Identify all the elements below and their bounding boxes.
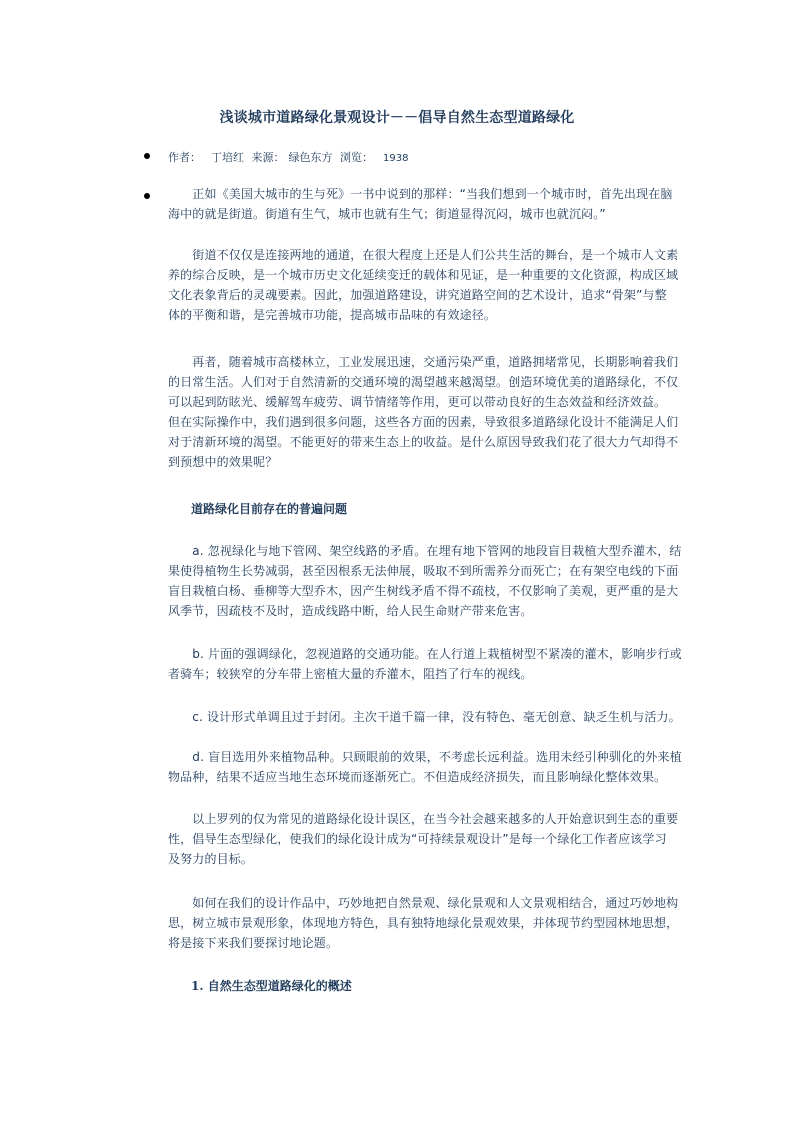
article-title: 浅谈城市道路绿化景观设计－－倡导自然生态型道路绿化 <box>219 110 575 126</box>
text-line: 但在实际操作中，我们遇到很多问题，这些各方面的因素，导致很多道路绿化设计不能满足人们 <box>168 415 679 429</box>
text-line: 到预想中的效果呢？ <box>168 455 278 469</box>
text-line: 的日常生活。人们对于自然清新的交通环境的渴望越来越渴望。创造环境优美的道路绿化，不仅 <box>168 375 679 389</box>
paragraph-intro <box>168 184 676 224</box>
text-line: 正如《美国大城市的生与死》一书中说到的那样：“当我们想到一个城市时，首先出现在脑 <box>168 187 673 201</box>
paragraph-problem-b <box>168 644 682 684</box>
text-line: 对于清新环境的渴望。不能更好的带来生态上的收益。是什么原因导致我们花了很大力气却得不 <box>168 435 679 449</box>
text-line: a. 忽视绿化与地下管网、架空线路的矛盾。在埋有地下管网的地段盲目栽植大型乔灌木，结 <box>168 544 682 558</box>
bullet-dot <box>144 153 150 159</box>
text-line: 以上罗列的仅为常见的道路绿化设计误区，在当今社会越来越多的人开始意识到生态的重要 <box>168 812 679 826</box>
article-meta <box>168 149 412 165</box>
text-line: 果使得植物生长势减弱，甚至因根系无法伸展，吸取不到所需养分而死亡；在有架空电线的下面 <box>168 564 679 578</box>
text-line: 可以起到防眩光、缓解驾车疲劳、调节情绪等作用，更可以带动良好的生态效益和经济效益。 <box>168 395 667 409</box>
text-line: 思，树立城市景观形象，体现地方特色，具有独特地绿化景观效果，并体现节约型园林地思想， <box>168 916 679 930</box>
text-line: 街道不仅仅是连接两地的通道，在很大程度上还是人们公共生活的舞台，是一个城市人文素 <box>168 248 679 262</box>
text-line: 盲目栽植白杨、垂柳等大型乔木，因产生树线矛盾不得不疏枝，不仅影响了美观，更严重的是大 <box>168 584 679 598</box>
text-line: 养的综合反映，是一个城市历史文化延续变迁的载体和见证，是一种重要的文化资源，构成区域 <box>168 268 679 282</box>
paragraph-street <box>168 245 679 325</box>
author-label: 作者： <box>168 151 201 164</box>
text-line: 体的平衡和谐，是完善城市功能，提高城市品味的有效途径。 <box>168 308 497 322</box>
section-heading: 道路绿化目前存在的普遍问题 <box>191 502 348 516</box>
text-line: 及努力的目标。 <box>168 852 254 866</box>
text-line: c. 设计形式单调且过于封闭。主次干道千篇一律，没有特色、毫无创意、缺乏生机与活力。 <box>168 710 681 724</box>
source-label: 来源： <box>251 151 285 164</box>
text-line: 再者，随着城市高楼林立，工业发展迅速，交通污染严重，道路拥堵常见，长期影响着我们 <box>168 355 679 369</box>
text-line: 性，倡导生态型绿化，使我们的绿化设计成为“可持续景观设计”是每一个绿化工作者应该学习 <box>168 832 667 846</box>
section-heading: 1. 自然生态型道路绿化的概述 <box>191 979 352 993</box>
paragraph-problem-d <box>168 747 682 787</box>
bullet-dot <box>144 193 150 199</box>
paragraph-context <box>168 352 679 472</box>
text-line: 文化表象背后的灵魂要素。因此，加强道路建设，讲究道路空间的艺术设计，追求“骨架”与整 <box>168 288 667 302</box>
views-label: 浏览： <box>340 151 373 164</box>
text-line: 如何在我们的设计作品中，巧妙地把自然景观、绿化景观和人文景观相结合，通过巧妙地构 <box>168 896 679 910</box>
author-name: 丁培红 <box>211 151 244 164</box>
views-count: 1938 <box>383 153 409 164</box>
text-line: 者骑车；较狭窄的分车带上密植大量的乔灌木，阻挡了行车的视线。 <box>168 667 533 681</box>
paragraph-problem-a <box>168 541 682 621</box>
text-line: 将是接下来我们要探讨地论题。 <box>168 936 339 950</box>
paragraph-problem-c <box>168 707 681 727</box>
paragraph-summary <box>168 809 679 869</box>
text-line: 风季节，因疏枝不及时，造成线路中断，给人民生命财产带来危害。 <box>168 604 533 618</box>
text-line: d. 盲目选用外来植物品种。只顾眼前的效果，不考虑长远利益。选用未经引种驯化的外来植 <box>168 750 682 764</box>
source-name: 绿色东方 <box>288 151 333 164</box>
text-line: 物品种，结果不适应当地生态环境而逐渐死亡。不但造成经济损失，而且影响绿化整体效果。 <box>168 770 667 784</box>
text-line: 海中的就是街道。街道有生气，城市也就有生气；街道显得沉闷，城市也就沉闷。” <box>168 207 606 221</box>
paragraph-transition <box>168 893 679 953</box>
text-line: b. 片面的强调绿化，忽视道路的交通功能。在人行道上栽植树型不紧凑的灌木，影响步行或 <box>168 647 682 661</box>
